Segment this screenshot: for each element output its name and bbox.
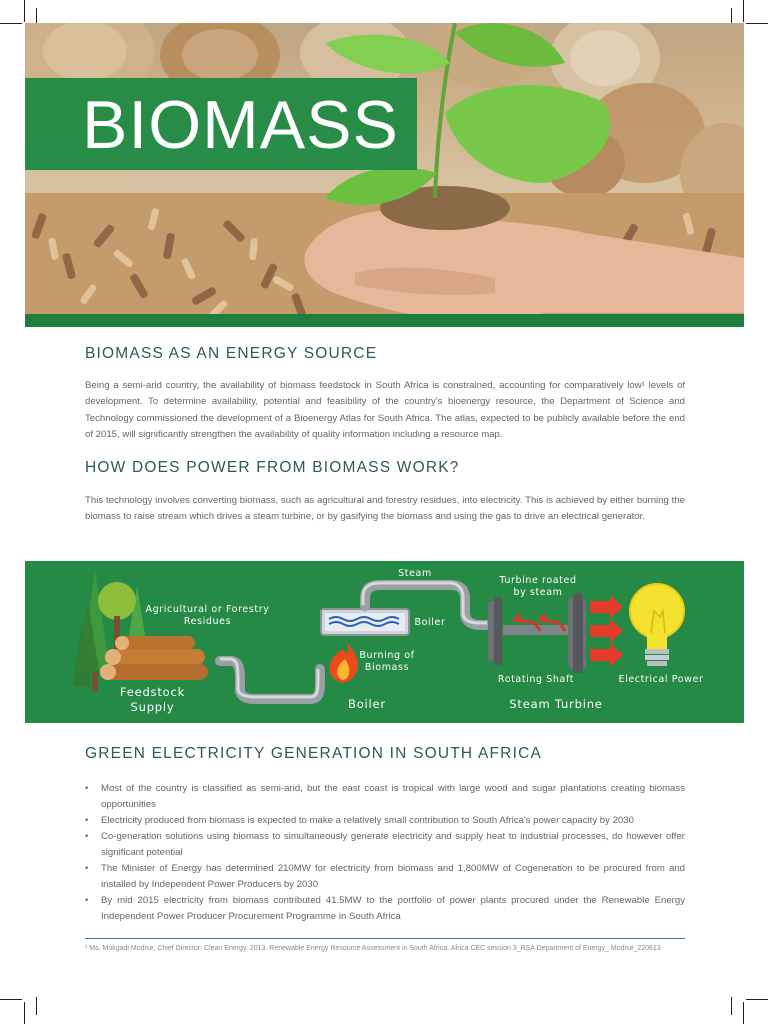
green-electricity-bullet-list	[85, 781, 685, 925]
power-arrows-icon	[590, 595, 623, 667]
feed-pipe-icon	[220, 661, 320, 699]
label-boiler: Boiler	[348, 697, 386, 711]
section-body-how-power-works: This technology involves converting biomass, such as agricultural and forestry residues, into electricity. This is achieved by either burning the biomass to raise stream which drives a steam turbine, or by gasifying the biomass and using the gas to drive an electrical generator.	[85, 495, 685, 523]
boiler-icon	[321, 609, 409, 635]
label-agricultural-residues: Agricultural or Forestry Residues	[145, 604, 270, 627]
label-boiler-small: Boiler	[414, 617, 446, 628]
label-rotating-shaft: Rotating Shaft	[497, 674, 575, 685]
biomass-power-diagram	[25, 561, 744, 723]
turbine-icon	[488, 593, 586, 673]
log-pile-icon	[100, 636, 208, 680]
section-heading-energy-source: BIOMASS AS AN ENERGY SOURCE	[85, 345, 378, 362]
section-heading-green-electricity: GREEN ELECTRICITY GENERATION IN SOUTH AFRICA	[85, 745, 543, 762]
biomass-photo-illustration	[25, 23, 744, 327]
list-item: • The Minister of Energy has determined 210MW for electricity from biomass and 1,800MW of Cogeneration to be procured from and installed by Independent Power Producers by 2030	[85, 861, 685, 893]
label-steam: Steam	[398, 568, 432, 579]
page-title: BIOMASS	[82, 87, 399, 163]
section-heading-how-power-works: HOW DOES POWER FROM BIOMASS WORK?	[85, 459, 460, 476]
list-item: • Most of the country is classified as semi-arid, but the east coast is tropical with large wood and sugar plantations creating biomass opportunities	[85, 781, 685, 813]
section-body-energy-source: Being a semi-arid country, the availability of biomass feedstock in South Africa is constrained, accounting for comparatively low¹ levels of development. To determine availability, potential and feasibility of the country's bioenergy resource, the Department of Science and Technology commissioned the development of a Bioenergy Atlas for South Africa. The atlas, expected to be publicly available before the end of 2015, will significantly strengthen the availability of quality information including a resource map.	[85, 380, 685, 440]
list-item: • By mid 2015 electricity from biomass contributed 41.5MW to the portfolio of power plants procured under the Renewable Energy Independent Power Producer Procurement Programme in South Africa	[85, 893, 685, 925]
list-item: • Co-generation solutions using biomass to simultaneously generate electricity and supply heat to industrial processes, do however offer significant potential	[85, 829, 685, 861]
footnote: ¹ Ms. Mokgadi Modise, Chief Director: Clean Energy. 2013. Renewable Energy Resource Assessment in South Africa. Africa CEC session 3_RSA Department of Energy_ Modise_220613	[85, 945, 661, 952]
footnote-divider	[85, 938, 685, 939]
label-burning-biomass: Burning of Biomass	[359, 650, 415, 673]
label-steam-turbine: Steam Turbine	[509, 697, 603, 711]
hero-image	[25, 23, 744, 327]
label-electrical-power: Electrical Power	[618, 674, 704, 685]
list-item: • Electricity produced from biomass is expected to make a relatively small contribution to South Africa's power capacity by 2030	[85, 813, 685, 829]
label-turbine-rotated: Turbine roated by steam	[499, 575, 577, 598]
label-feedstock-supply: Feedstock Supply	[119, 685, 186, 714]
light-bulb-icon	[630, 584, 684, 666]
hero-bottom-bar	[25, 314, 744, 327]
